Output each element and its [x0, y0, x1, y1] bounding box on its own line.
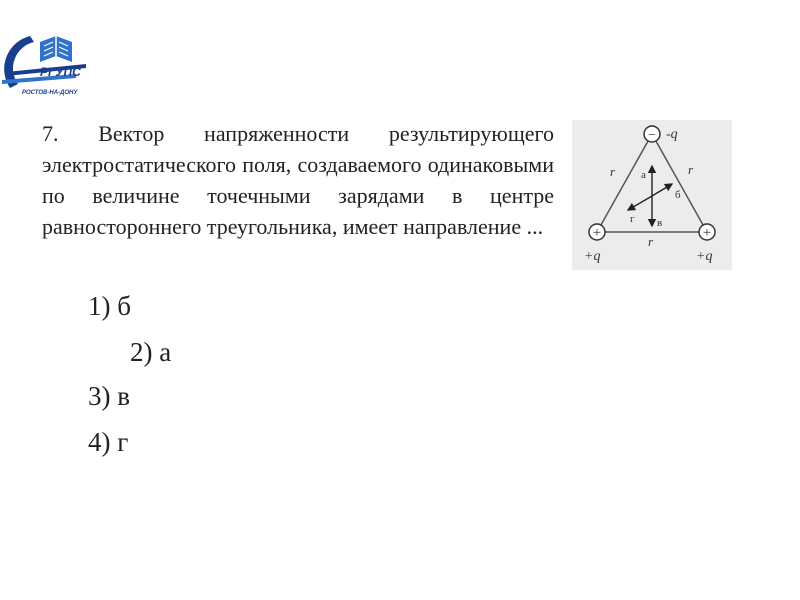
negative-charge-icon: [644, 126, 660, 143]
plus-sign-left: +: [592, 225, 602, 241]
university-emblem-icon: [2, 36, 86, 88]
answer-option-4[interactable]: 4) г: [88, 427, 129, 457]
side-label-right: r: [688, 162, 694, 177]
positive-charge-icon: [699, 224, 715, 241]
university-logo: [0, 28, 96, 100]
answer-option-1[interactable]: 1) б: [88, 291, 131, 321]
positive-charge-icon: [589, 224, 605, 241]
plus-sign-right: +: [702, 225, 712, 241]
side-label-bottom: r: [648, 234, 654, 249]
vector-b-label: б: [675, 189, 681, 201]
vector-g-arrow: [628, 196, 652, 210]
vector-b-arrow: [652, 184, 672, 196]
vector-v-label: в: [657, 217, 663, 229]
logo-name: РГУПС: [40, 65, 81, 79]
side-label-left: r: [610, 164, 616, 179]
vector-a-label: а: [641, 169, 646, 181]
top-charge-label: -q: [666, 127, 678, 142]
triangle-charges-figure: [572, 120, 732, 270]
logo-city: РОСТОВ-НА-ДОНУ: [22, 90, 78, 96]
question-text: 7. Вектор напряженности результирующего электростатического поля, создаваемого одинаковыми по величине точечными зарядами в центре равностороннего треугольника, имеет направление ...: [42, 121, 554, 239]
triangle-side-left: [597, 134, 652, 232]
right-charge-label: +q: [696, 249, 713, 264]
minus-sign: −: [648, 128, 656, 143]
answer-option-3[interactable]: 3) в: [88, 381, 130, 411]
vector-g-label: г: [630, 213, 635, 225]
answer-option-2[interactable]: 2) а: [130, 337, 172, 367]
left-charge-label: +q: [584, 249, 601, 264]
